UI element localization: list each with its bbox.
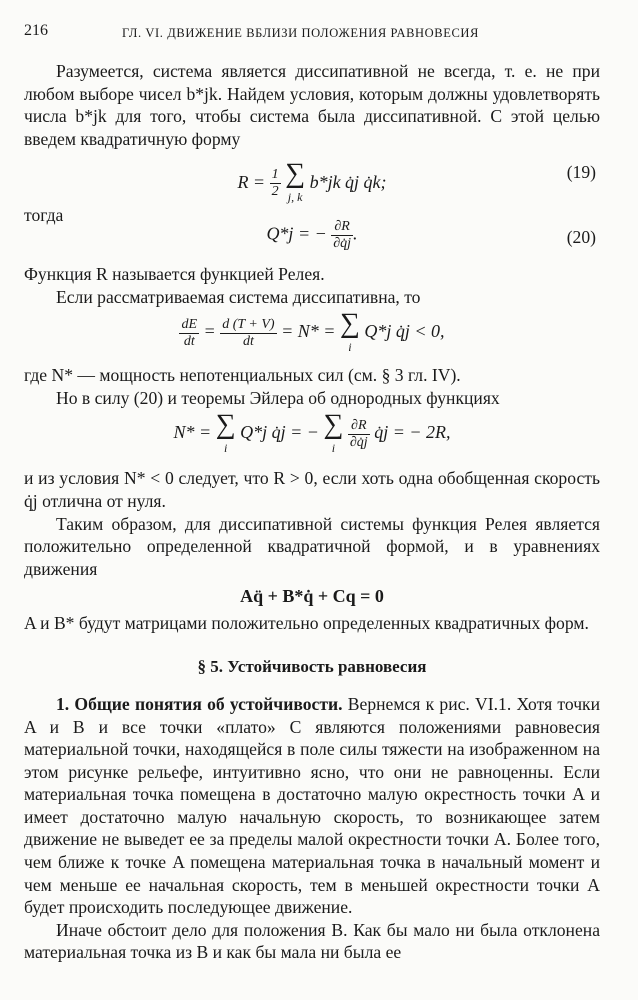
equation-euler	[24, 411, 600, 467]
paragraph-where: где N* — мощность непотенциальных сил (см. § 3 гл. IV).	[24, 365, 461, 386]
equation-power: $\frac{dE}{dt}$ = $\frac{d (T + V)}{dt}$ = N* = ∑ i Q*j q̇j < 0,	[181, 308, 445, 355]
eq20-number: (20)	[566, 226, 596, 247]
power-frac1	[179, 317, 199, 350]
euler-frac	[348, 418, 370, 451]
eq20-lhs: Q*j = −	[266, 223, 327, 244]
euler-sum2-index: i	[331, 441, 336, 456]
euler-sum2	[323, 411, 343, 457]
power-tail: Q*j q̇j < 0,	[364, 321, 445, 342]
paragraph-euler: Но в силу (20) и теоремы Эйлера об однородных функциях	[56, 387, 500, 408]
sum-sign: ∑	[339, 308, 360, 340]
equation-20	[24, 219, 600, 263]
eq20-num: ∂R	[331, 219, 353, 236]
power-sum-index: i	[348, 340, 352, 355]
euler-tail: q̇j = − 2R,	[374, 422, 451, 443]
sum-sign: ∑	[285, 158, 306, 190]
power-mid: = N* =	[281, 321, 336, 342]
power-f1-num: dE	[181, 316, 198, 332]
running-head: ГЛ. VI. ДВИЖЕНИЕ ВБЛИЗИ ПОЛОЖЕНИЯ РАВНОВЕСИЯ	[122, 26, 479, 40]
equation-motion: Aq̈ + B*q̇ + Cq = 0	[240, 586, 384, 607]
power-frac2	[220, 317, 276, 350]
sum-sign: ∑	[323, 409, 344, 441]
euler-lhs: N* =	[173, 422, 212, 443]
eq20-end: .	[353, 223, 358, 244]
page-header	[24, 20, 600, 44]
book-page	[24, 20, 600, 964]
euler-sum1-index: i	[223, 441, 228, 456]
paragraph-thus: Таким образом, для диссипативной системы функция Релея является положительно определенной квадратичной формой, и в уравнениях движения	[24, 513, 600, 579]
equation-19	[24, 154, 600, 204]
word-togda: тогда	[24, 205, 64, 226]
paragraph-matrices: A и B* будут матрицами положительно определенных квадратичных форм.	[24, 613, 589, 634]
eq19-coef-den: 2	[271, 183, 279, 199]
sum-sign: ∑	[215, 409, 236, 441]
paragraph-general-heading: 1. Общие понятия об устойчивости.	[56, 693, 343, 714]
eq19-coef	[270, 167, 281, 200]
eq20-frac	[331, 219, 353, 252]
paragraph-general-text: Вернемся к рис. VI.1. Хотя точки A и B и все точки «плато» C являются положениями равновесия материальной точки, находящейся в поле силы тяжести на изображенном на этом рисунке рельефе, интуитивно ясно, что они не равноценны. Если материальная точка помещена в достаточно малую окрестность точки A и имеет достаточно малую начальную скорость, то возникающее затем движение не выведет ее за пределы малой окрестности точки A. Более того, чем ближе к точке A помещена материальная точка в начальный момент и чем меньше ее начальная скорость, тем в меньшей окрестности точки A будет происходить последующее движение.	[24, 693, 601, 918]
power-f2-den: dt	[242, 333, 254, 349]
euler-term1: Q*j q̇j = −	[240, 422, 319, 443]
eq19-number: (19)	[566, 162, 596, 183]
paragraph-last: Иначе обстоит дело для положения B. Как бы мало ни была отклонена материальная точка из B и как бы мала ни была ее	[24, 919, 600, 963]
paragraph-dissipative: Разумеется, система является диссипативной не всегда, т. е. не при любом выборе чисел b*jk. Найдем условия, которым должны удовлетворять числа b*jk для того, чтобы система была диссипативной. С этой целью введем квадратичную форму	[24, 61, 600, 149]
eq19-lhs: R =	[237, 171, 270, 192]
section-title: § 5. Устойчивость равновесия	[197, 656, 427, 676]
paragraph-if-dissipative: Если рассматриваемая система диссипативна, то	[56, 286, 421, 307]
page-number: 216	[24, 22, 48, 39]
power-sum	[340, 310, 360, 356]
paragraph-rayleigh: Функция R называется функцией Релея.	[24, 263, 325, 284]
eq19-sum-index: j, k	[287, 190, 303, 205]
eq19-sum	[285, 160, 305, 206]
paragraph-condition: и из условия N* < 0 следует, что R > 0, если хоть одна обобщенная скорость q̇j отлична от нуля.	[24, 468, 600, 511]
euler-f-num: ∂R	[348, 418, 370, 435]
euler-f-den: ∂q̇j	[349, 434, 368, 450]
eq19-body: b*jk q̇j q̇k;	[309, 171, 387, 192]
eq19-coef-num: 1	[271, 166, 279, 182]
power-f1-den: dt	[183, 333, 195, 349]
eq20-den: ∂q̇j	[333, 235, 352, 251]
euler-sum1	[216, 411, 236, 457]
paragraph-general	[24, 693, 600, 919]
power-f2-num: d (T + V)	[222, 316, 275, 332]
